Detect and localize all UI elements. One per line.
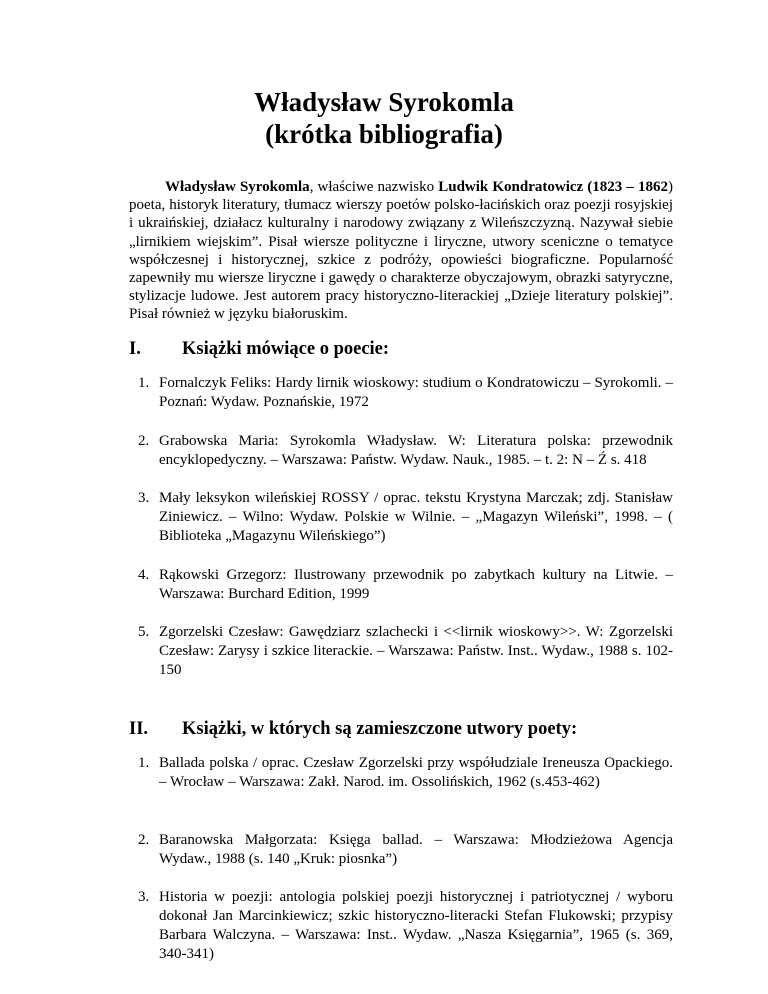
list-item-text: Grabowska Maria: Syrokomla Władysław. W: Literatura polska: przewodnik encyklopedyczny. – Warszawa: Państw. Wydaw. Nauk., 1985. – t. 2: N – Ź s. 418 bbox=[159, 433, 673, 468]
document-subtitle: (krótka bibliografia) bbox=[265, 119, 503, 149]
list-item bbox=[138, 888, 673, 964]
list-item-number: 1. bbox=[138, 375, 150, 391]
list-item bbox=[138, 489, 673, 546]
list-item-number: 2. bbox=[138, 832, 150, 848]
list-item bbox=[138, 623, 673, 680]
list-item-text: Zgorzelski Czesław: Gawędziarz szlachecki i <<lirnik wioskowy>>. W: Zgorzelski Czesław: Zarysy i szkice literackie. – Warszawa: Państw. Inst.. Wydaw., 1988 s. 102-150 bbox=[159, 624, 673, 678]
poet-real-name: Ludwik Kondratowicz (1823 – 1862 bbox=[438, 179, 668, 195]
list-item bbox=[138, 566, 673, 604]
list-item-text: Ballada polska / oprac. Czesław Zgorzelski przy współudziale Ireneusza Opackiego. – Wrocław – Warszawa: Zakł. Narod. im. Ossolińskich, 1962 (s.453-462) bbox=[159, 755, 673, 790]
list-item-number: 5. bbox=[138, 624, 150, 640]
document-title: Władysław Syrokomla bbox=[254, 87, 514, 117]
list-item-number: 3. bbox=[138, 889, 150, 905]
intro-text-1: , właściwe nazwisko bbox=[309, 179, 439, 195]
list-item-text: Fornalczyk Feliks: Hardy lirnik wioskowy: studium o Kondratowiczu – Syrokomli. – Poznań: Wydaw. Poznańskie, 1972 bbox=[159, 375, 673, 410]
list-item bbox=[138, 432, 673, 470]
list-item-number: 4. bbox=[138, 567, 150, 583]
list-item bbox=[138, 374, 673, 412]
list-item bbox=[138, 831, 673, 869]
list-item-number: 2. bbox=[138, 433, 150, 449]
intro-paragraph bbox=[129, 178, 673, 324]
section-2-title: Książki, w których są zamieszczone utwory poety: bbox=[182, 719, 578, 739]
list-item-number: 3. bbox=[138, 490, 150, 506]
list-item bbox=[138, 754, 673, 792]
list-item-text: Historia w poezji: antologia polskiej poezji historycznej i patriotycznej / wyboru dokonał Jan Marcinkiewicz; szkic historyczno-literacki Stefan Flukowski; przypisy Barbara Walczyna. – Warszawa: Inst.. Wydaw. „Nasza Księgarnia”, 1965 (s. 369, 340-341) bbox=[159, 889, 673, 962]
section-2-number: II. bbox=[129, 719, 149, 739]
list-item-text: Mały leksykon wileńskiej ROSSY / oprac. tekstu Krystyna Marczak; zdj. Stanisław Ziniewicz. – Wilno: Wydaw. Polskie w Wilnie. – „Magazyn Wileński”, 1998. – ( Biblioteka „Magazynu Wileńskiego”) bbox=[159, 490, 673, 544]
list-item-text: Rąkowski Grzegorz: Ilustrowany przewodnik po zabytkach kultury na Litwie. – Warszawa: Burchard Edition, 1999 bbox=[159, 567, 673, 602]
list-item-number: 1. bbox=[138, 755, 150, 771]
list-item-text: Baranowska Małgorzata: Księga ballad. – Warszawa: Młodzieżowa Agencja Wydaw., 1988 (s. 140 „Kruk: piosnka”) bbox=[159, 832, 673, 867]
intro-text-2: ) poeta, historyk literatury, tłumacz wierszy poetów polsko-łacińskich oraz poezji rosyjskiej i ukraińskiej, działacz kulturalny i narodowy związany z Wileńszczyzną. Nazywał siebie „lirnikiem wiejskim”. Pisał wiersze polityczne i liryczne, utwory sceniczne o tematyce współczesnej i historycznej, szkice z podróży, opowieści biograficzne. Popularność zapewniły mu wiersze liryczne i gawędy o charakterze obyczajowym, obrazki satyryczne, stylizacje ludowe. Jest autorem pracy historyczno-literackiej „Dzieje literatury polskiej”. Pisał również w języku białoruskim. bbox=[129, 179, 673, 323]
poet-name: Władysław Syrokomla bbox=[165, 179, 310, 195]
section-1-number: I. bbox=[129, 339, 141, 359]
section-1-title: Książki mówiące o poecie: bbox=[182, 339, 390, 359]
